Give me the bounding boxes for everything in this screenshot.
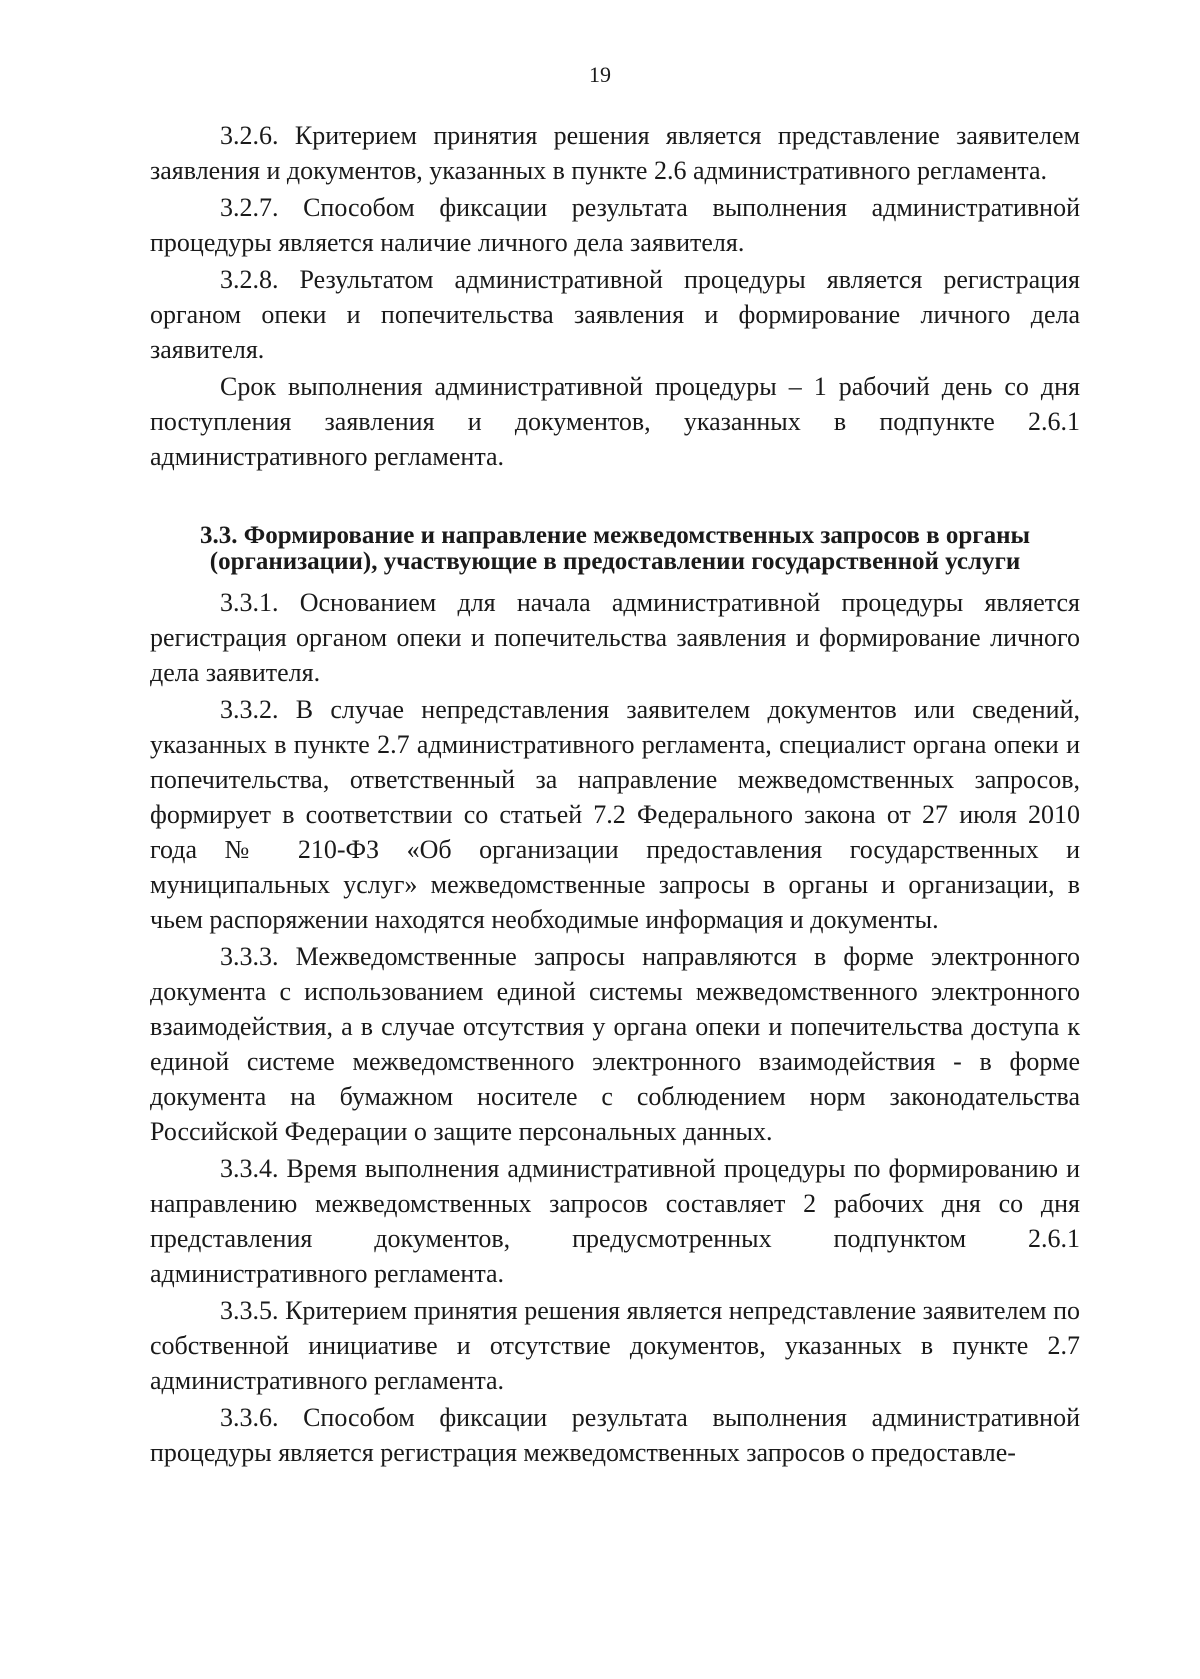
paragraph-3-3-4: 3.3.4. Время выполнения административной процедуры по формированию и направлению межведомственных запросов составляет 2 рабочих дня со дня представления документов, предусмотренных подпунктом 2.6.1 административного регламента.	[150, 1154, 1080, 1288]
paragraph-3-3-6: 3.3.6. Способом фиксации результата выполнения административной процедуры является регистрация межведомственных запросов о предоставле-	[150, 1403, 1080, 1467]
paragraph-3-3-2: 3.3.2. В случае непредставления заявителем документов или сведений, указанных в пункте 2.7 административного регламента, специалист органа опеки и попечительства, ответственный за направление межведомственных запросов, формирует в соответствии со статьей 7.2 Федерального закона от 27 июля 2010 года № 210-ФЗ «Об организации предоставления государственных и муниципальных услуг» межведомственные запросы в органы и организации, в чьем распоряжении находятся необходимые информация и документы.	[150, 695, 1080, 934]
paragraph-3-3-1: 3.3.1. Основанием для начала административной процедуры является регистрация органом опеки и попечительства заявления и формирование личного дела заявителя.	[150, 588, 1080, 687]
paragraph-3-2-6: 3.2.6. Критерием принятия решения является представление заявителем заявления и документов, указанных в пункте 2.6 административного регламента.	[150, 121, 1080, 185]
paragraph-3-3-3: 3.3.3. Межведомственные запросы направляются в форме электронного документа с использованием единой системы межведомственного электронного взаимодействия, а в случае отсутствия у органа опеки и попечительства доступа к единой системе межведомственного электронного взаимодействия - в форме документа на бумажном носителе с соблюдением норм законодательства Российской Федерации о защите персональных данных.	[150, 942, 1080, 1146]
section-spacer	[150, 476, 1080, 523]
paragraph-3-2-8: 3.2.8. Результатом административной процедуры является регистрация органом опеки и попечительства заявления и формирование личного дела заявителя.	[150, 265, 1080, 364]
paragraph-deadline: Срок выполнения административной процедуры – 1 рабочий день со дня поступления заявления и документов, указанных в подпункте 2.6.1 административного регламента.	[150, 372, 1080, 471]
paragraph-3-2-7: 3.2.7. Способом фиксации результата выполнения административной процедуры является наличие личного дела заявителя.	[150, 193, 1080, 257]
page-number: 19	[589, 62, 611, 87]
paragraph-3-3-5: 3.3.5. Критерием принятия решения является непредставление заявителем по собственной инициативе и отсутствие документов, указанных в пункте 2.7 административного регламента.	[150, 1296, 1080, 1395]
document-body	[150, 118, 1080, 1472]
section-heading-3-3: 3.3. Формирование и направление межведомственных запросов в органы (организации), участвующие в предоставлении государственной услуги	[199, 522, 1031, 575]
